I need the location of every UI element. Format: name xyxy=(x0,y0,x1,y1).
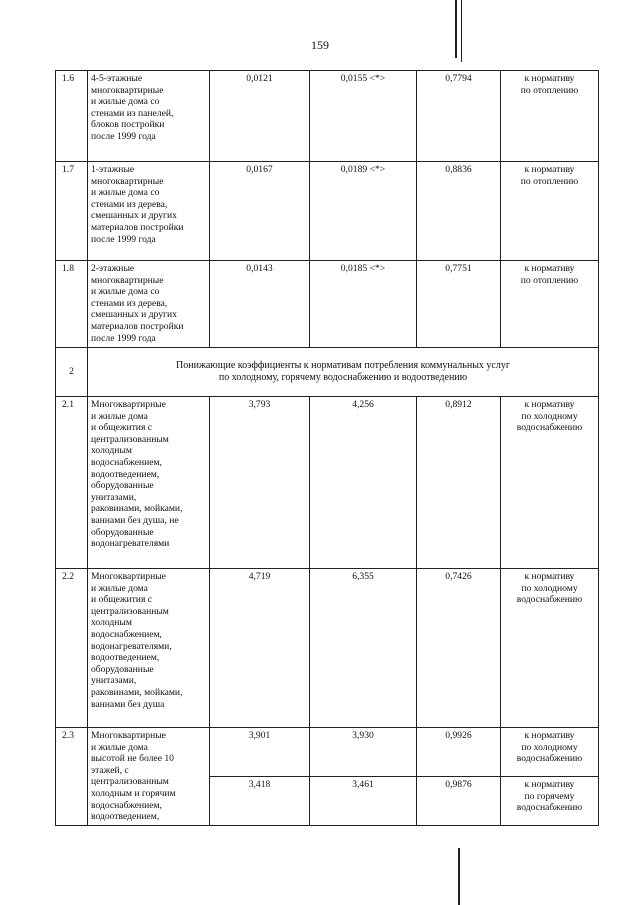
note: к нормативу по холодному водоснабжению xyxy=(501,728,599,777)
row-description: 4-5-этажные многоквартирные и жилые дома со стенами из панелей, блоков постройки после 1999 года xyxy=(88,71,210,162)
row-description: 2-этажные многоквартирные и жилые дома со стенами из дерева, смешанных и других материалов постройки после 1999 года xyxy=(88,261,210,348)
row-number: 2.3 xyxy=(56,728,88,826)
table-row xyxy=(56,71,599,162)
note: к нормативу по отоплению xyxy=(501,162,599,261)
value-1: 4,719 xyxy=(210,569,310,728)
row-description: Многоквартирные и жилые дома и общежития с централизованным холодным водоснабжением, водоотведением, оборудованные унитазами, раковинами, мойками, ваннами без душа, не оборудованные водонагревателями xyxy=(88,397,210,569)
section-header-row xyxy=(56,348,599,397)
value-2: 3,930 xyxy=(310,728,417,777)
scan-mark-top xyxy=(455,0,457,58)
row-number: 2.2 xyxy=(56,569,88,728)
table-row xyxy=(56,261,599,348)
scan-mark-top-thin xyxy=(461,0,462,62)
coefficient: 0,7751 xyxy=(417,261,501,348)
table-row xyxy=(56,397,599,569)
value-1: 3,793 xyxy=(210,397,310,569)
coefficient: 0,7426 xyxy=(417,569,501,728)
value-2: 6,355 xyxy=(310,569,417,728)
row-number: 1.8 xyxy=(56,261,88,348)
value-1: 0,0143 xyxy=(210,261,310,348)
table-row xyxy=(56,569,599,728)
note: к нормативу по отоплению xyxy=(501,71,599,162)
coefficient: 0,8836 xyxy=(417,162,501,261)
value-1: 0,0121 xyxy=(210,71,310,162)
row-number: 1.6 xyxy=(56,71,88,162)
row-description: Многоквартирные и жилые дома и общежития с централизованным холодным водоснабжением, водонагревателями, водоотведением, оборудованные унитазами, раковинами, мойками, ваннами без душа xyxy=(88,569,210,728)
value-1: 3,901 xyxy=(210,728,310,777)
section-number: 2 xyxy=(56,348,88,397)
table-row xyxy=(56,728,599,777)
value-1: 3,418 xyxy=(210,777,310,826)
coefficients-table xyxy=(55,70,599,826)
value-2: 4,256 xyxy=(310,397,417,569)
value-1: 0,0167 xyxy=(210,162,310,261)
row-description: Многоквартирные и жилые дома высотой не более 10 этажей, с централизованным холодным и горячим водоснабжением, водоотведением, xyxy=(88,728,210,826)
page-number: 159 xyxy=(311,38,329,52)
section-title: Понижающие коэффициенты к нормативам потребления коммунальных услуг по холодному, горячему водоснабжению и водоотведению xyxy=(88,348,599,397)
coefficient: 0,9876 xyxy=(417,777,501,826)
coefficient: 0,7794 xyxy=(417,71,501,162)
row-number: 2.1 xyxy=(56,397,88,569)
scan-mark-bottom xyxy=(458,848,460,905)
value-2: 0,0189 <*> xyxy=(310,162,417,261)
coefficient: 0,9926 xyxy=(417,728,501,777)
coefficient: 0,8912 xyxy=(417,397,501,569)
value-2: 0,0155 <*> xyxy=(310,71,417,162)
note: к нормативу по отоплению xyxy=(501,261,599,348)
value-2: 3,461 xyxy=(310,777,417,826)
row-number: 1.7 xyxy=(56,162,88,261)
note: к нормативу по горячему водоснабжению xyxy=(501,777,599,826)
value-2: 0,0185 <*> xyxy=(310,261,417,348)
row-description: 1-этажные многоквартирные и жилые дома со стенами из дерева, смешанных и других материалов постройки после 1999 года xyxy=(88,162,210,261)
table-row xyxy=(56,162,599,261)
note: к нормативу по холодному водоснабжению xyxy=(501,397,599,569)
note: к нормативу по холодному водоснабжению xyxy=(501,569,599,728)
